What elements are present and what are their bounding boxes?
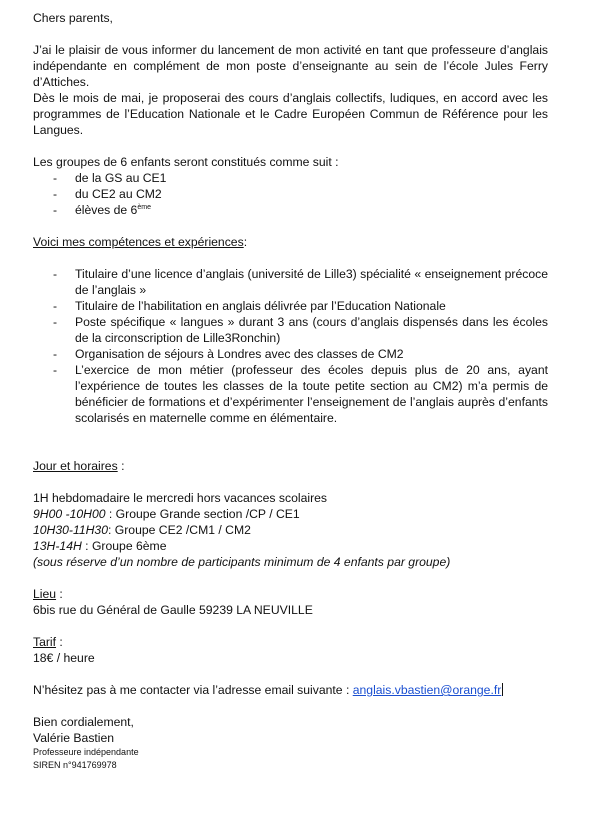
skills-list: [33, 266, 548, 426]
slot-group: Groupe CE2 /CM1 / CM2: [114, 523, 251, 537]
skill-text: Titulaire d’une licence d’anglais (université de Lille3) spécialité « enseignement précoce de l’anglais »: [75, 267, 548, 297]
contact-text: N’hésitez pas à me contacter via l’adresse email suivante :: [33, 683, 353, 697]
superscript: ème: [137, 204, 151, 211]
slot-separator: :: [105, 507, 116, 521]
location-heading-colon: :: [56, 587, 63, 601]
skills-heading-text: Voici mes compétences et expériences: [33, 235, 244, 249]
signature-name: Valérie Bastien: [33, 731, 115, 745]
slot-time: 10H30-11H30: [33, 523, 108, 537]
skills-list-item: [33, 314, 548, 346]
closing: Bien cordialement,: [33, 715, 134, 729]
skill-text: L’exercice de mon métier (professeur des écoles depuis plus de 20 ans, ayant l’expérience de toutes les classes de la toute petite section au CM2) m’a permis de bénéficier de formations et d’expérimenter l’enseignement de l’anglais auprès d’enfants scolarisés en maternelle comme en élémentaire.: [75, 363, 548, 425]
slot-time: 13H-14H: [33, 539, 82, 553]
skills-list-item: [33, 362, 548, 426]
slot-separator: :: [107, 523, 115, 537]
slot-time: 9H00 -10H00: [33, 507, 106, 521]
letter-page: [33, 10, 548, 772]
schedule-slot: [33, 538, 548, 554]
schedule-slot: [33, 506, 548, 522]
skill-text: Poste spécifique « langues » durant 3 ans (cours d’anglais dispensés dans les écoles de la circonscription de Lille3Ronchin): [75, 315, 548, 345]
list-dash: -: [53, 315, 58, 329]
slot-group: Groupe 6ème: [91, 539, 167, 553]
price-heading-colon: :: [56, 635, 63, 649]
group-label: élèves de 6: [75, 203, 138, 217]
schedule-heading: [33, 458, 548, 474]
list-dash: -: [53, 267, 58, 281]
skills-list-item: [33, 266, 548, 298]
list-dash: -: [53, 203, 58, 217]
groups-list-item: [33, 170, 548, 186]
slot-separator: :: [81, 539, 92, 553]
schedule-heading-colon: :: [117, 459, 125, 473]
location-address: 6bis rue du Général de Gaulle 59239 LA NEUVILLE: [33, 603, 313, 617]
skills-heading: [33, 234, 548, 250]
slot-group: Groupe Grande section /CP / CE1: [115, 507, 300, 521]
schedule-note: (sous réserve d’un nombre de participants minimum de 4 enfants par groupe): [33, 555, 451, 569]
schedule-weekly: 1H hebdomadaire le mercredi hors vacances scolaires: [33, 491, 327, 505]
intro-paragraph-2: Dès le mois de mai, je proposerai des cours d’anglais collectifs, ludiques, en accord avec les programmes de l’Education Nationale et le Cadre Européen Commun de Référence pour les Langues.: [33, 91, 548, 137]
location-heading: [33, 586, 548, 602]
price-value: 18€ / heure: [33, 651, 95, 665]
skills-list-item: [33, 346, 548, 362]
list-dash: -: [53, 347, 58, 361]
intro-paragraph-1: J’ai le plaisir de vous informer du lancement de mon activité en tant que professeure d’anglais indépendante en complément de mon poste d’enseignante au sein de l’école Jules Ferry d’Attiches.: [33, 43, 548, 89]
list-dash: -: [53, 187, 58, 201]
price-heading-text: Tarif: [33, 635, 57, 649]
salutation: Chers parents,: [33, 11, 113, 25]
signature-title: Professeure indépendante: [33, 747, 139, 757]
skills-list-item: [33, 298, 548, 314]
group-label: de la GS au CE1: [75, 171, 167, 185]
list-dash: -: [53, 299, 58, 313]
schedule-heading-text: Jour et horaires: [33, 459, 118, 473]
email-link[interactable]: anglais.vbastien@orange.fr: [352, 683, 502, 697]
groups-list-item: [33, 186, 548, 202]
location-heading-text: Lieu: [33, 587, 57, 601]
list-dash: -: [53, 363, 58, 377]
price-heading: [33, 634, 548, 650]
skills-heading-colon: :: [243, 235, 248, 249]
signature-siren: SIREN n°941769978: [33, 760, 117, 770]
groups-list: [33, 170, 548, 218]
list-dash: -: [53, 171, 58, 185]
skill-text: Titulaire de l’habilitation en anglais délivrée par l’Education Nationale: [75, 299, 446, 313]
group-label: du CE2 au CM2: [75, 187, 162, 201]
text-cursor: [502, 683, 503, 696]
groups-list-item: [33, 202, 548, 218]
skill-text: Organisation de séjours à Londres avec des classes de CM2: [75, 347, 404, 361]
contact-line: [33, 682, 548, 698]
schedule-slot: [33, 522, 548, 538]
groups-heading: Les groupes de 6 enfants seront constitués comme suit :: [33, 155, 339, 169]
